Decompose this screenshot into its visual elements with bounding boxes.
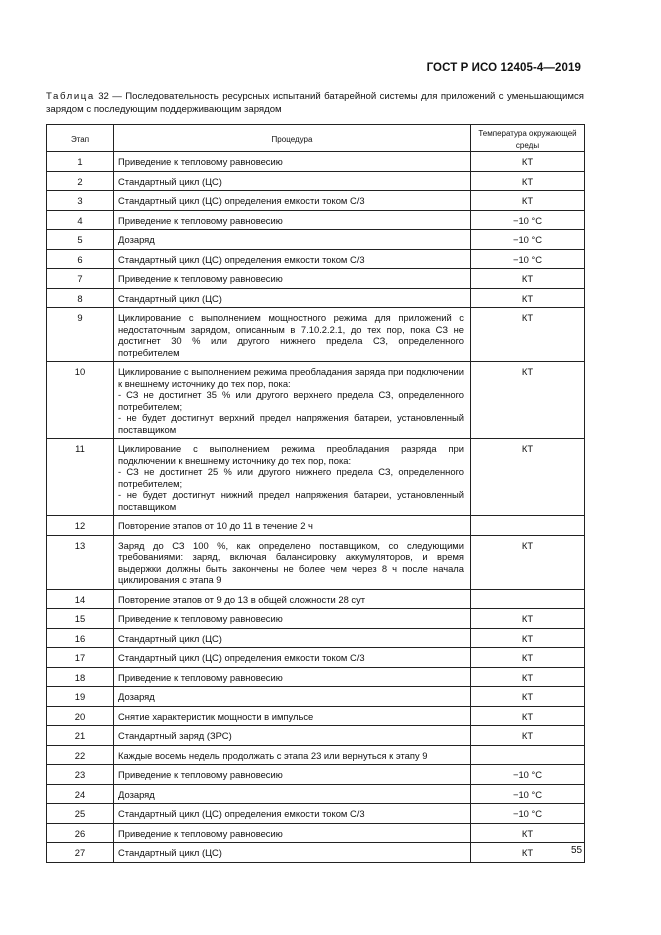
ambient-temperature: КТ xyxy=(471,191,585,211)
step-number: 24 xyxy=(47,784,114,804)
step-number: 27 xyxy=(47,843,114,863)
step-number: 26 xyxy=(47,823,114,843)
ambient-temperature: −10 °С xyxy=(471,210,585,230)
procedure-text: Каждые восемь недель продолжать с этапа 23 или вернуться к этапу 9 xyxy=(114,745,471,765)
step-number: 21 xyxy=(47,726,114,746)
table-row xyxy=(47,362,585,439)
table-row xyxy=(47,589,585,609)
table-row xyxy=(47,439,585,516)
step-number: 11 xyxy=(47,439,114,516)
step-number: 6 xyxy=(47,249,114,269)
table-row xyxy=(47,609,585,629)
procedure-text: Приведение к тепловому равновесию xyxy=(114,210,471,230)
table-caption-text: 32 — Последовательность ресурсных испытаний батарейной системы для приложений с уменьшающимся зарядом с последующим поддерживающим зарядом xyxy=(46,91,584,115)
table-row xyxy=(47,210,585,230)
table-row xyxy=(47,628,585,648)
table-row xyxy=(47,667,585,687)
step-number: 4 xyxy=(47,210,114,230)
step-number: 1 xyxy=(47,152,114,172)
ambient-temperature: КТ xyxy=(471,609,585,629)
ambient-temperature: КТ xyxy=(471,362,585,439)
page-number: 55 xyxy=(571,845,583,856)
table-row xyxy=(47,308,585,362)
procedure-text: Снятие характеристик мощности в импульсе xyxy=(114,706,471,726)
procedure-text: Приведение к тепловому равновесию xyxy=(114,667,471,687)
ambient-temperature: КТ xyxy=(471,706,585,726)
ambient-temperature: КТ xyxy=(471,667,585,687)
ambient-temperature: КТ xyxy=(471,171,585,191)
procedure-text: Циклирование с выполнением мощностного режима для приложений с недостаточным зарядом, описанным в 7.10.2.2.1, до тех пор, пока СЗ не достигнет 30 % или другого нижнего предела СЗ, определенного потребителем xyxy=(114,308,471,362)
test-sequence-table-container xyxy=(46,124,584,863)
ambient-temperature: −10 °С xyxy=(471,249,585,269)
procedure-text: Циклирование с выполнением режима преобладания разряда при подключении к внешнему источнику до тех пор, пока: - СЗ не достигнет 25 % или другого нижнего предела СЗ, определенного потребителем; - не будет достигнут нижний предел напряжения батареи, установленный поставщиком xyxy=(114,439,471,516)
procedure-text: Стандартный цикл (ЦС) определения емкости током C/3 xyxy=(114,648,471,668)
table-row xyxy=(47,288,585,308)
step-number: 25 xyxy=(47,804,114,824)
table-row xyxy=(47,784,585,804)
ambient-temperature: КТ xyxy=(471,648,585,668)
table-row xyxy=(47,516,585,536)
ambient-temperature: −10 °С xyxy=(471,784,585,804)
procedure-text: Стандартный цикл (ЦС) определения емкости током C/3 xyxy=(114,249,471,269)
step-number: 2 xyxy=(47,171,114,191)
ambient-temperature: КТ xyxy=(471,152,585,172)
table-row xyxy=(47,706,585,726)
table-row xyxy=(47,152,585,172)
table-row xyxy=(47,745,585,765)
step-number: 3 xyxy=(47,191,114,211)
table-row xyxy=(47,249,585,269)
ambient-temperature: КТ xyxy=(471,823,585,843)
procedure-text: Заряд до СЗ 100 %, как определено поставщиком, со следующими требованиями: заряд, включая балансировку аккумуляторов, и время выдержки должны быть закончены не более чем через 8 ч после начала циклирования с этапа 9 xyxy=(114,535,471,589)
table-row xyxy=(47,230,585,250)
procedure-text: Дозаряд xyxy=(114,230,471,250)
procedure-text: Приведение к тепловому равновесию xyxy=(114,609,471,629)
ambient-temperature xyxy=(471,589,585,609)
step-number: 16 xyxy=(47,628,114,648)
table-row xyxy=(47,269,585,289)
procedure-text: Дозаряд xyxy=(114,784,471,804)
ambient-temperature: КТ xyxy=(471,628,585,648)
step-number: 12 xyxy=(47,516,114,536)
procedure-text: Стандартный цикл (ЦС) определения емкости током C/3 xyxy=(114,804,471,824)
step-number: 20 xyxy=(47,706,114,726)
test-sequence-table xyxy=(46,124,585,863)
standard-designation: ГОСТ Р ИСО 12405-4—2019 xyxy=(426,62,581,74)
ambient-temperature xyxy=(471,516,585,536)
step-number: 15 xyxy=(47,609,114,629)
ambient-temperature: КТ xyxy=(471,269,585,289)
step-number: 22 xyxy=(47,745,114,765)
procedure-text: Повторение этапов от 9 до 13 в общей сложности 28 сут xyxy=(114,589,471,609)
procedure-text: Стандартный заряд (ЗРС) xyxy=(114,726,471,746)
procedure-text: Приведение к тепловому равновесию xyxy=(114,269,471,289)
ambient-temperature xyxy=(471,745,585,765)
procedure-text: Циклирование с выполнением режима преобладания заряда при подключении к внешнему источнику до тех пор, пока: - СЗ не достигнет 35 % или другого верхнего предела СЗ, определенного потребителем; - не будет достигнут верхний предел напряжения батареи, установленный поставщиком xyxy=(114,362,471,439)
header-procedure: Процедура xyxy=(114,125,471,152)
ambient-temperature: −10 °С xyxy=(471,765,585,785)
procedure-text: Стандартный цикл (ЦС) xyxy=(114,843,471,863)
table-caption xyxy=(46,90,584,116)
table-row xyxy=(47,535,585,589)
table-header-row xyxy=(47,125,585,152)
step-number: 8 xyxy=(47,288,114,308)
step-number: 17 xyxy=(47,648,114,668)
ambient-temperature: КТ xyxy=(471,726,585,746)
ambient-temperature: КТ xyxy=(471,843,585,863)
ambient-temperature: КТ xyxy=(471,687,585,707)
table-row xyxy=(47,648,585,668)
header-step: Этап xyxy=(47,125,114,152)
ambient-temperature: КТ xyxy=(471,439,585,516)
procedure-text: Стандартный цикл (ЦС) xyxy=(114,171,471,191)
ambient-temperature: КТ xyxy=(471,535,585,589)
procedure-text: Стандартный цикл (ЦС) xyxy=(114,628,471,648)
procedure-text: Повторение этапов от 10 до 11 в течение 2 ч xyxy=(114,516,471,536)
step-number: 23 xyxy=(47,765,114,785)
table-row xyxy=(47,171,585,191)
procedure-text: Дозаряд xyxy=(114,687,471,707)
table-row xyxy=(47,823,585,843)
table-row xyxy=(47,765,585,785)
step-number: 5 xyxy=(47,230,114,250)
table-row xyxy=(47,191,585,211)
table-body xyxy=(47,152,585,863)
table-row xyxy=(47,804,585,824)
table-caption-label: Таблица xyxy=(46,91,95,102)
procedure-text: Стандартный цикл (ЦС) определения емкости током C/3 xyxy=(114,191,471,211)
table-row xyxy=(47,726,585,746)
step-number: 10 xyxy=(47,362,114,439)
ambient-temperature: −10 °С xyxy=(471,804,585,824)
table-row xyxy=(47,687,585,707)
ambient-temperature: КТ xyxy=(471,288,585,308)
ambient-temperature: КТ xyxy=(471,308,585,362)
step-number: 18 xyxy=(47,667,114,687)
step-number: 19 xyxy=(47,687,114,707)
procedure-text: Приведение к тепловому равновесию xyxy=(114,765,471,785)
procedure-text: Стандартный цикл (ЦС) xyxy=(114,288,471,308)
table-row xyxy=(47,843,585,863)
step-number: 13 xyxy=(47,535,114,589)
step-number: 14 xyxy=(47,589,114,609)
ambient-temperature: −10 °С xyxy=(471,230,585,250)
step-number: 9 xyxy=(47,308,114,362)
header-temperature: Температура окружающей среды xyxy=(471,125,585,152)
procedure-text: Приведение к тепловому равновесию xyxy=(114,823,471,843)
step-number: 7 xyxy=(47,269,114,289)
procedure-text: Приведение к тепловому равновесию xyxy=(114,152,471,172)
